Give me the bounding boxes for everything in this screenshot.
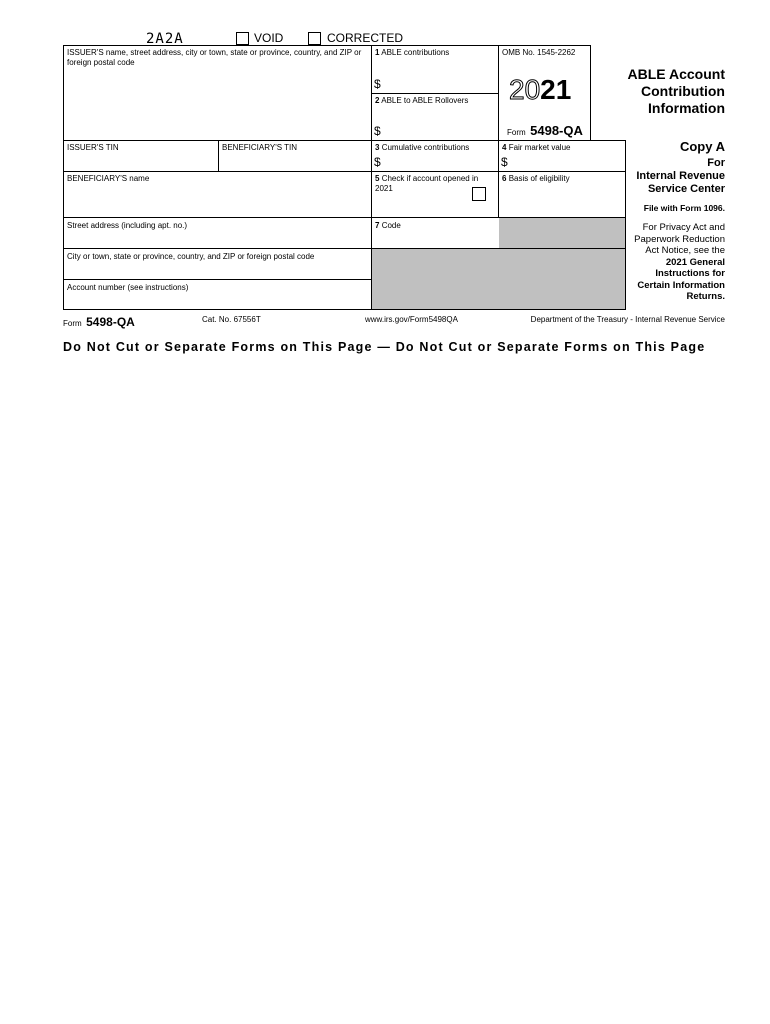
privacy-notice: For Privacy Act and Paperwork Reduction Act Notice, see the 2021 General Instructions for Certain Information Returns. [634, 222, 725, 302]
tax-year-suffix: 21 [540, 74, 572, 105]
box3-amount-field[interactable] [384, 154, 494, 170]
street-address-label: Street address (including apt. no.) [67, 221, 188, 230]
box2-amount-field[interactable] [384, 121, 494, 138]
issuer-tin-label: ISSUER'S TIN [67, 143, 119, 152]
copy-a-label: Copy A [679, 139, 725, 154]
issuer-name-label: ISSUER'S name, street address, city or town, state or province, country, and ZIP or foreign postal code [67, 48, 362, 67]
box3-dollar-sign: $ [374, 155, 381, 169]
beneficiary-tin-label: BENEFICIARY'S TIN [222, 143, 298, 152]
box4-amount-field[interactable] [511, 154, 621, 170]
tax-year [509, 74, 571, 106]
issuer-name-field[interactable] [66, 72, 368, 138]
box5-checkbox[interactable] [472, 187, 486, 201]
void-label: VOID [254, 31, 284, 45]
box1-label: 1 ABLE contributions [375, 48, 450, 57]
box4-dollar-sign: $ [501, 155, 508, 169]
box2-label: 2 ABLE to ABLE Rollovers [375, 96, 469, 105]
footer-form-number: Form 5498-QA [63, 315, 135, 329]
account-number-label: Account number (see instructions) [67, 283, 189, 292]
side-title: ABLE Account Contribution Information [627, 66, 725, 116]
tax-year-prefix: 20 [509, 74, 541, 105]
beneficiary-name-field[interactable] [66, 186, 368, 215]
city-label: City or town, state or province, country, and ZIP or foreign postal code [67, 252, 315, 261]
footer-url: www.irs.gov/Form5498QA [365, 315, 458, 324]
box5-label: 5 Check if account opened in 2021 [375, 174, 479, 193]
for-irs-label: For Internal Revenue Service Center [636, 157, 725, 195]
do-not-cut-notice: Do Not Cut or Separate Forms on This Page — Do Not Cut or Separate Forms on This Page [63, 340, 706, 354]
file-with-label: File with Form 1096. [643, 203, 725, 213]
box4-label: 4 Fair market value [502, 143, 571, 152]
corrected-label: CORRECTED [327, 31, 404, 45]
void-checkbox[interactable] [236, 32, 249, 45]
box3-label: 3 Cumulative contributions [375, 143, 470, 152]
box6-label: 6 Basis of eligibility [502, 174, 570, 183]
box2-dollar-sign: $ [374, 124, 381, 138]
box7-code-field[interactable] [374, 232, 495, 247]
box1-dollar-sign: $ [374, 77, 381, 91]
form-id-code: 2A2A [146, 31, 184, 47]
omb-number: OMB No. 1545-2262 [502, 48, 576, 57]
issuer-tin-field[interactable] [66, 153, 216, 170]
beneficiary-name-label: BENEFICIARY'S name [67, 174, 150, 183]
account-number-field[interactable] [66, 294, 368, 308]
footer-department: Department of the Treasury - Internal Revenue Service [530, 315, 725, 324]
footer-cat-no: Cat. No. 67556T [202, 315, 261, 324]
box6-field[interactable] [501, 186, 622, 215]
street-address-field[interactable] [66, 232, 368, 247]
corrected-checkbox[interactable] [308, 32, 321, 45]
form-number-label: Form 5498-QA [507, 123, 583, 138]
city-field[interactable] [66, 263, 368, 278]
box1-amount-field[interactable] [384, 74, 494, 91]
beneficiary-tin-field[interactable] [221, 153, 369, 170]
box7-label: 7 Code [375, 221, 401, 230]
